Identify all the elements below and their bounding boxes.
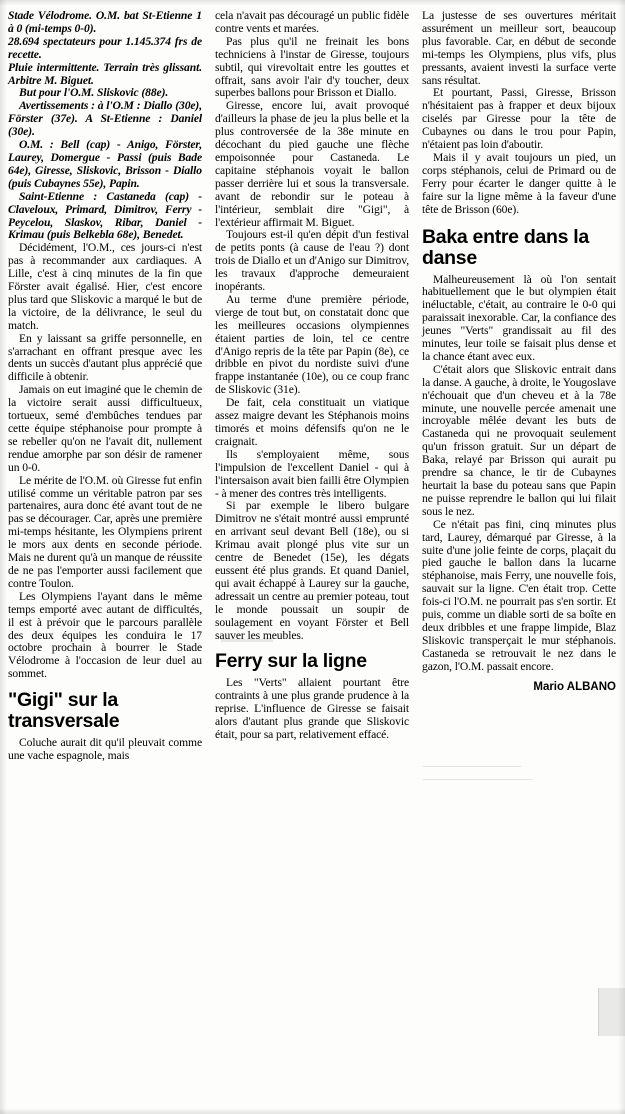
body-paragraph: Décidément, l'O.M., ces jours-ci n'est pas à recommander aux cardiaques. A Lille, c'est à cinq minutes de la fin que Förster avait égalisé. Hier, c'est encore plus tard que Sliskovic a marqué le but de la victoire, de la délivrance, le seul du match.: [8, 241, 202, 332]
body-paragraph: Le mérite de l'O.M. où Giresse fut enfin utilisé comme un véritable patron par ses partenaires, aura donc été avant tout de ne pas se décourager. Car, après une première mi-temps hésitante, les Olympiens prirent le mors aux dents en seconde période. Mais ne durent qu'à un manque de réussite de ne pas l'emporter aussi facilement que contre Toulon.: [8, 473, 202, 590]
body-paragraph: C'était alors que Sliskovic entrait dans la danse. A gauche, à droite, le Yougoslave n'échouait que d'un cheveu et à la 78e minute, une nouvelle percée amenait une incroyable mêlée devant les buts de Castaneda qui ne provoquait seulement qu'un frisson gratuit. Sur un départ de Baka, relayé par Brisson qui aurait pu prendre sa chance, le tir de Cubaynes heurtait la base du poteau sans que Papin ne puisse reprendre le ballon qui lui filait sous le nez.: [422, 362, 616, 518]
body-paragraph: La justesse de ses ouvertures méritait assurément un meilleur sort, beaucoup plus favorable. Car, en début de seconde mi-temps les Olympiens, plus vifs, plus pressants, avaient investi la surface verte sans résultat.: [422, 9, 616, 87]
body-paragraph: Ce n'était pas fini, cinq minutes plus tard, Laurey, démarqué par Giresse, à la suite d'une jolie feinte de corps, plaçait du pied gauche le ballon dans la lucarne stéphanoise, mais Ferry, une nouvelle fois, sauvait sur la ligne. C'en était trop. Cette fois-ci l'O.M. ne pourrait pas s'en sortir. Et puis, comme un diable sorti de sa boîte en deux dribbles et une frappe limpide, Blaz Sliskovic transperçait le mur stéphanois. Castaneda se retrouvait le nez dans le gazon, l'O.M. passait encore.: [422, 517, 616, 673]
body-paragraph: Pas plus qu'il ne freinait les bons techniciens à l'instar de Giresse, toujours subtil, qui virevoltait entre les gouttes et offrait, sans avoir l'air d'y toucher, deux superbes ballons pour Brisson et Diallo.: [215, 34, 409, 100]
body-paragraph: Giresse, encore lui, avait provoqué d'ailleurs la phase de jeu la plus belle et la plus controversée de la 38e minute en décochant du pied gauche une flèche empoisonnée pour Castaneda. Le capitaine stéphanois voyait le ballon passer derrière lui et sous la transversale. avant de rebondir sur le poteau à l'intérieur, semblait dire "Gigi", à l'extérieur affirmait M. Biguet.: [215, 99, 409, 229]
body-paragraph: Les Olympiens l'ayant dans le même temps emporté avec autant de difficultés, il est à prévoir que le parcours parallèle des deux équipes les conduira le 17 octobre prochain à bourrer le Stade Vélodrome à l'occasion de leur duel au sommet.: [8, 589, 202, 681]
lineup-om: O.M. : Bell (cap) - Anigo, Förster, Laurey, Domergue - Passi (puis Bade 64e), Giresse, Sliskovic, Brisson - Diallo (puis Cubaynes 55e), Papin.: [8, 138, 202, 190]
scan-edge-shadow-bottom: [0, 1108, 625, 1114]
section-headline-ferry: Ferry sur la ligne: [215, 650, 367, 673]
lead-line: Stade Vélodrome. O.M. bat St-Etienne 1 à 0 (mi-temps 0-0).: [8, 9, 202, 35]
column-3: [422, 10, 616, 1108]
body-paragraph: Au terme d'une première période, vierge de tout but, on constatait donc que les meilleures occasions olympiennes étaient parties de loin, tel ce centre d'Anigo repris de la tête par Papin (8e), ce dribble en pivot du nordiste suivi d'une frappe instantanée (10e), ou ce coup franc de Sliskovic (31e).: [215, 292, 409, 397]
lead-line: 28.694 spectateurs pour 1.145.374 frs de recette.: [8, 34, 202, 61]
body-paragraph: Si par exemple le libero bulgare Dimitrov ne s'était montré aussi emprunté en arrivant seul devant Bell (18e), ou si Krimau avait plongé plus vite sur un centre de Benedet (15e), les dégats eussent été plus grands. Et quand Daniel, qui avait échappé à Laurey sur la gauche, adressait un centre au premier poteau, tout le monde poussait un soupir de soulagement en voyant Förster et Bell sauver les meubles.: [215, 499, 409, 642]
section-headline-baka: Baka entre dans la danse: [422, 225, 589, 269]
column-1: [8, 10, 202, 1108]
lineup-saint-etienne: Saint-Etienne : Castaneda (cap) - Claveloux, Primard, Dimitrov, Ferry - Peycelou, Slaskov, Ribar, Daniel - Krimau (puis Belkebla 68e), Benedet.: [8, 189, 202, 242]
body-paragraph: En y laissant sa griffe personnelle, en s'arrachant en offrant presque avec les dents un succès d'autant plus apprécié que difficile à obtenir.: [8, 331, 202, 384]
scan-edge-shadow-top: [0, 0, 625, 6]
body-paragraph: Ils s'employaient même, sous l'impulsion de l'excellent Daniel - qui à l'intersaison avait bien failli être Olympien - à mener des contres très intelligents.: [215, 447, 409, 500]
body-paragraph: cela n'avait pas découragé un public fidèle contre vents et marées.: [215, 9, 409, 35]
section-headline-gigi: "Gigi" sur la transversale: [8, 689, 120, 733]
scan-edge-shadow-right: [618, 0, 625, 1114]
body-paragraph: Mais il y avait toujours un pied, un corps stéphanois, celui de Primard ou de Ferry pour écarter le danger quitte à le faire sur la ligne même à la faveur d'une tête de Brisson (60e).: [422, 150, 616, 216]
body-paragraph: Et pourtant, Passi, Giresse, Brisson n'hésitaient pas à frapper et deux bijoux ciselés par Giresse pour la tête de Cubaynes ou dans le trou pour Papin, n'étaient pas loin d'aboutir.: [422, 86, 616, 152]
lead-line: Avertissements : à l'O.M : Diallo (30e), Förster (37e). A St-Etienne : Daniel (30e).: [8, 99, 202, 139]
body-paragraph: Coluche aurait dit qu'il pleuvait comme une vache espagnole, mais: [8, 736, 202, 763]
lead-line: Pluie intermittente. Terrain très glissant. Arbitre M. Biguet.: [8, 60, 202, 87]
body-paragraph: Malheureusement là où l'on sentait habituellement que le but olympien était inéluctable, c'était, au contraire le 0-0 qui paraissait inexorable. Car, la confiance des jeunes "Verts" grandissait au fil des minutes, leur toile se faisait plus dense et la chance étant avec eux.: [422, 272, 616, 363]
article-columns: [8, 10, 617, 1108]
body-paragraph: Les "Verts" allaient pourtant être contraints à une plus grande prudence à la reprise. L'influence de Giresse se faisait alors d'autant plus grande que Sliskovic était, pour sa part, relativement effacé.: [215, 676, 409, 742]
body-paragraph: De fait, cela constituait un viatique assez maigre devant les Stéphanois moins timorés et moins défensifs qu'on ne le craignait.: [215, 396, 409, 448]
body-paragraph: Toujours est-il qu'en dépit d'un festival de petits ponts (à cause de l'eau ?) dont trois de Diallo et un d'Anigo sur Dimitrov, les travaux d'approche demeuraient inopérants.: [215, 228, 409, 294]
body-paragraph: Jamais on eut imaginé que le chemin de la victoire serait aussi difficultueux, tortueux, semé d'embûches tendues par cette équipe stéphanoise pour prompte à se rebeller qu'on ne l'avait dit, nullement rendue amorphe par son désir de ramener un 0-0.: [8, 383, 202, 474]
author-signature: Mario ALBANO: [533, 680, 616, 693]
lead-line: But pour l'O.M. Sliskovic (88e).: [19, 86, 169, 100]
scan-edge-shadow-left: [0, 0, 7, 1114]
column-2: [215, 10, 409, 1108]
